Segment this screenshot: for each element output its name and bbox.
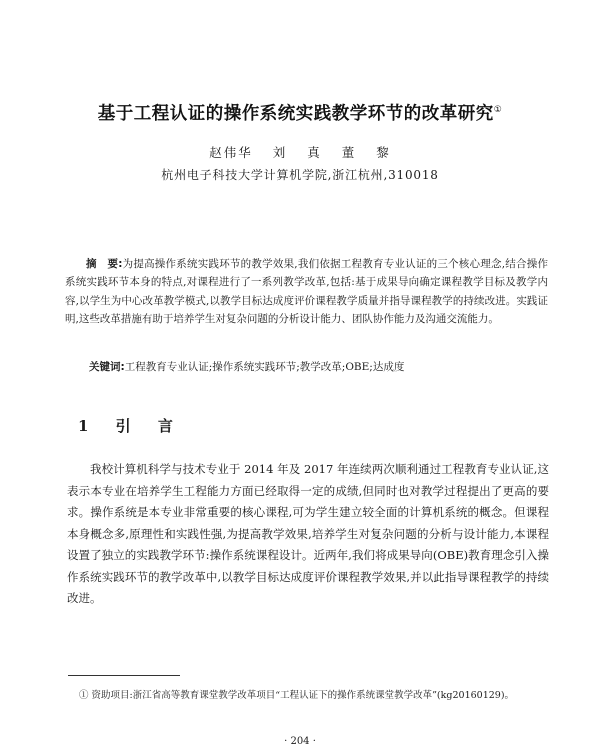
section-number: 1 xyxy=(78,417,93,435)
keywords-text: 工程教育专业认证;操作系统实践环节;教学改革;OBE;达成度 xyxy=(124,361,405,373)
section-title: 引 言 xyxy=(115,417,177,435)
author-affiliation: 杭州电子科技大学计算机学院,浙江杭州,310018 xyxy=(161,168,439,182)
intro-paragraph: 我校计算机科学与技术专业于 2014 年及 2017 年连续两次顺利通过工程教育专业认证,这表示本专业在培养学生工程能力方面已经取得一定的成绩,但同时也对教学过程提出了更高的要求。操作系统是本专业非常重要的核心课程,可为学生建立较全面的计算机系统的概念。但课程本身概念多,原理性和实践性强,为提高教学效果,培养学生对复杂问题的分析与设计能力,本课程设置了独立的实践教学环节:操作系统课程设计。近两年,我们将成果导向(OBE)教育理念引入操作系统实践环节的教学改革中,以教学目标达成度评价课程教学效果,并以此指导课程教学的持续改进。 xyxy=(67,462,549,605)
keywords-label: 关键词: xyxy=(89,361,125,373)
title-footnote-mark: ① xyxy=(493,105,503,116)
abstract xyxy=(65,255,548,329)
paper-title-text: 基于工程认证的操作系统实践教学环节的改革研究 xyxy=(97,104,494,124)
footnote: ① 资助项目:浙江省高等教育课堂教学改革项目“工程认证下的操作系统课堂教学改革”(kg20160129)。 xyxy=(79,690,515,701)
section-heading xyxy=(78,415,177,436)
author-list: 赵伟华 刘 真 董 黎 xyxy=(209,145,391,160)
abstract-text: 为提高操作系统实践环节的教学效果,我们依据工程教育专业认证的三个核心理念,结合操作系统实践环节本身的特点,对课程进行了一系列教学改革,包括:基于成果导向确定课程教学目标及教学内容,以学生为中心改革教学模式,以教学目标达成度评价课程教学质量并指导课程教学的持续改进。实践证明,这些改革措施有助于培养学生对复杂问题的分析设计能力、团队协作能力及沟通交流能力。 xyxy=(65,258,548,326)
footnote-divider xyxy=(68,675,180,676)
paper-title xyxy=(0,100,600,125)
abstract-label: 摘 要: xyxy=(86,258,123,270)
page-number: · 204 · xyxy=(284,736,316,747)
keywords xyxy=(89,359,549,374)
